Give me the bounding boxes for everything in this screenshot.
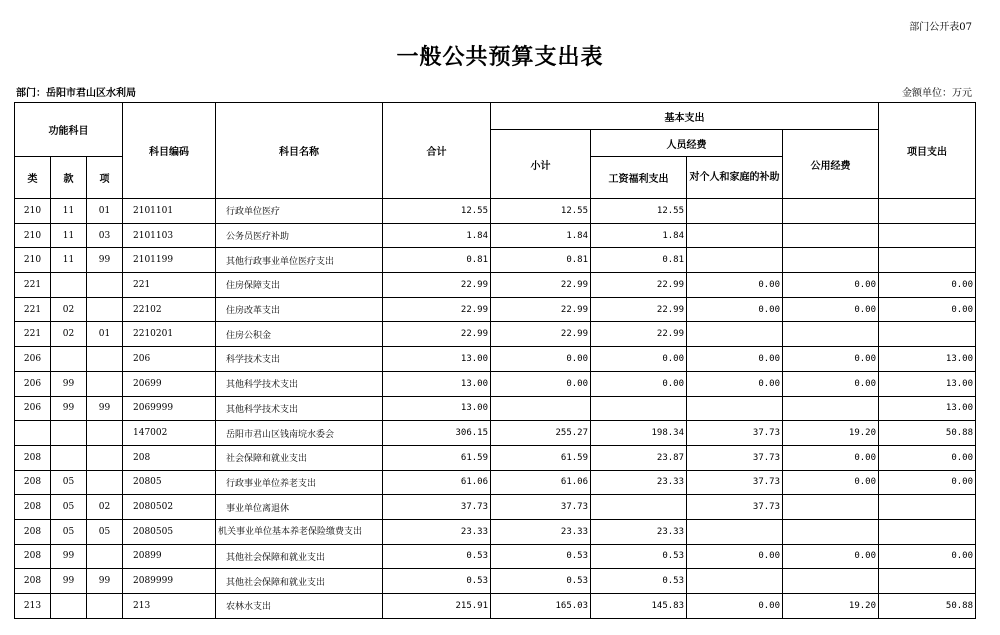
cell-subject-code: 213 xyxy=(123,594,216,619)
cell-subject-name: 其他社会保障和就业支出 xyxy=(216,569,383,594)
header-subject-code: 科目编码 xyxy=(123,103,216,199)
cell-subject-code: 20699 xyxy=(123,371,216,396)
cell-xiang: 01 xyxy=(87,322,123,347)
cell-salary-welfare: 1.84 xyxy=(591,223,687,248)
cell-subject-name: 岳阳市君山区钱南垸水委会 xyxy=(216,421,383,446)
cell-subject-name: 其他社会保障和就业支出 xyxy=(216,544,383,569)
cell-individual-family: 37.73 xyxy=(687,495,783,520)
cell-subject-code: 2080505 xyxy=(123,519,216,544)
cell-subject-code: 20805 xyxy=(123,470,216,495)
header-total: 合计 xyxy=(383,103,491,199)
cell-lei: 208 xyxy=(15,519,51,544)
cell-xiang: 99 xyxy=(87,248,123,273)
unit-label: 金额单位：万元 xyxy=(902,88,972,99)
cell-xiang xyxy=(87,544,123,569)
cell-individual-family: 0.00 xyxy=(687,544,783,569)
cell-lei: 221 xyxy=(15,322,51,347)
header-subtotal: 小计 xyxy=(491,130,591,199)
cell-xiang xyxy=(87,297,123,322)
table-row xyxy=(15,199,976,224)
table-row xyxy=(15,495,976,520)
cell-salary-welfare: 0.53 xyxy=(591,569,687,594)
header-personnel: 人员经费 xyxy=(591,130,783,157)
table-row xyxy=(15,322,976,347)
cell-total: 13.00 xyxy=(383,371,491,396)
cell-individual-family: 37.73 xyxy=(687,421,783,446)
cell-subtotal: 22.99 xyxy=(491,297,591,322)
cell-xiang xyxy=(87,445,123,470)
cell-salary-welfare xyxy=(591,495,687,520)
cell-project-expenditure: 0.00 xyxy=(879,470,976,495)
cell-total: 61.06 xyxy=(383,470,491,495)
cell-salary-welfare: 0.00 xyxy=(591,347,687,372)
cell-subtotal: 23.33 xyxy=(491,519,591,544)
table-row xyxy=(15,273,976,298)
cell-lei: 221 xyxy=(15,273,51,298)
cell-subject-code: 221 xyxy=(123,273,216,298)
cell-public-funds: 0.00 xyxy=(783,273,879,298)
cell-subject-name: 机关事业单位基本养老保险缴费支出 xyxy=(216,519,383,544)
cell-xiang xyxy=(87,371,123,396)
cell-lei: 208 xyxy=(15,445,51,470)
cell-public-funds: 0.00 xyxy=(783,544,879,569)
cell-total: 13.00 xyxy=(383,347,491,372)
cell-project-expenditure xyxy=(879,223,976,248)
cell-subtotal xyxy=(491,396,591,421)
cell-lei: 208 xyxy=(15,470,51,495)
cell-total: 0.53 xyxy=(383,569,491,594)
cell-lei: 210 xyxy=(15,199,51,224)
page-title: 一般公共预算支出表 xyxy=(396,45,604,70)
cell-subtotal: 61.59 xyxy=(491,445,591,470)
cell-lei: 221 xyxy=(15,297,51,322)
cell-project-expenditure: 50.88 xyxy=(879,421,976,446)
cell-xiang xyxy=(87,347,123,372)
header-project-expenditure: 项目支出 xyxy=(879,103,976,199)
cell-subject-code: 2101199 xyxy=(123,248,216,273)
cell-project-expenditure xyxy=(879,248,976,273)
cell-salary-welfare: 0.81 xyxy=(591,248,687,273)
header-basic-expenditure: 基本支出 xyxy=(491,103,879,130)
cell-lei: 210 xyxy=(15,223,51,248)
cell-public-funds: 0.00 xyxy=(783,371,879,396)
table-row xyxy=(15,223,976,248)
cell-total: 13.00 xyxy=(383,396,491,421)
header-kuan: 款 xyxy=(51,157,87,199)
cell-public-funds xyxy=(783,322,879,347)
cell-public-funds xyxy=(783,569,879,594)
cell-public-funds: 0.00 xyxy=(783,297,879,322)
cell-subject-code: 208 xyxy=(123,445,216,470)
cell-subject-code: 2069999 xyxy=(123,396,216,421)
cell-public-funds: 0.00 xyxy=(783,347,879,372)
cell-kuan: 11 xyxy=(51,199,87,224)
header-functional-subject: 功能科目 xyxy=(15,103,123,157)
cell-project-expenditure: 0.00 xyxy=(879,273,976,298)
cell-total: 0.81 xyxy=(383,248,491,273)
cell-total: 1.84 xyxy=(383,223,491,248)
cell-public-funds: 19.20 xyxy=(783,421,879,446)
cell-project-expenditure xyxy=(879,569,976,594)
cell-xiang: 05 xyxy=(87,519,123,544)
table-row xyxy=(15,297,976,322)
cell-subject-name: 社会保障和就业支出 xyxy=(216,445,383,470)
cell-project-expenditure xyxy=(879,199,976,224)
cell-subject-name: 行政事业单位养老支出 xyxy=(216,470,383,495)
cell-lei: 206 xyxy=(15,347,51,372)
cell-public-funds xyxy=(783,248,879,273)
cell-public-funds xyxy=(783,495,879,520)
table-row xyxy=(15,421,976,446)
cell-public-funds xyxy=(783,396,879,421)
cell-individual-family xyxy=(687,199,783,224)
cell-subtotal: 0.53 xyxy=(491,569,591,594)
cell-kuan: 11 xyxy=(51,248,87,273)
table-number-label: 部门公开表07 xyxy=(909,22,972,33)
cell-lei: 210 xyxy=(15,248,51,273)
cell-individual-family xyxy=(687,322,783,347)
department-label: 部门：岳阳市君山区水利局 xyxy=(16,88,136,99)
cell-project-expenditure: 0.00 xyxy=(879,544,976,569)
cell-kuan xyxy=(51,445,87,470)
cell-subtotal: 0.81 xyxy=(491,248,591,273)
cell-subject-code: 20899 xyxy=(123,544,216,569)
cell-xiang: 02 xyxy=(87,495,123,520)
cell-subtotal: 22.99 xyxy=(491,273,591,298)
cell-subtotal: 37.73 xyxy=(491,495,591,520)
cell-public-funds: 19.20 xyxy=(783,594,879,619)
cell-subject-code: 2101103 xyxy=(123,223,216,248)
header-individual-family: 对个人和家庭的补助 xyxy=(687,157,783,199)
cell-individual-family: 0.00 xyxy=(687,594,783,619)
cell-kuan xyxy=(51,594,87,619)
cell-salary-welfare: 198.34 xyxy=(591,421,687,446)
cell-subject-name: 农林水支出 xyxy=(216,594,383,619)
cell-subject-name: 其他科学技术支出 xyxy=(216,371,383,396)
cell-total: 23.33 xyxy=(383,519,491,544)
header-salary-welfare: 工资福利支出 xyxy=(591,157,687,199)
cell-kuan: 05 xyxy=(51,470,87,495)
cell-subject-name: 行政单位医疗 xyxy=(216,199,383,224)
cell-individual-family xyxy=(687,248,783,273)
cell-subtotal: 255.27 xyxy=(491,421,591,446)
cell-project-expenditure xyxy=(879,519,976,544)
cell-xiang: 03 xyxy=(87,223,123,248)
cell-xiang: 01 xyxy=(87,199,123,224)
cell-individual-family: 0.00 xyxy=(687,371,783,396)
cell-individual-family: 37.73 xyxy=(687,445,783,470)
cell-subject-code: 147002 xyxy=(123,421,216,446)
budget-table xyxy=(14,102,976,619)
cell-xiang xyxy=(87,273,123,298)
table-row xyxy=(15,248,976,273)
table-row xyxy=(15,519,976,544)
cell-subject-code: 2089999 xyxy=(123,569,216,594)
cell-project-expenditure: 13.00 xyxy=(879,347,976,372)
cell-public-funds xyxy=(783,519,879,544)
cell-xiang: 99 xyxy=(87,569,123,594)
cell-subtotal: 22.99 xyxy=(491,322,591,347)
table-row xyxy=(15,347,976,372)
cell-subtotal: 0.00 xyxy=(491,347,591,372)
cell-xiang xyxy=(87,470,123,495)
cell-subject-code: 2101101 xyxy=(123,199,216,224)
cell-public-funds xyxy=(783,223,879,248)
cell-subtotal: 0.00 xyxy=(491,371,591,396)
cell-kuan xyxy=(51,421,87,446)
table-row xyxy=(15,544,976,569)
cell-total: 22.99 xyxy=(383,273,491,298)
header-xiang: 项 xyxy=(87,157,123,199)
cell-subtotal: 0.53 xyxy=(491,544,591,569)
cell-kuan: 05 xyxy=(51,495,87,520)
cell-salary-welfare: 23.87 xyxy=(591,445,687,470)
cell-project-expenditure: 0.00 xyxy=(879,445,976,470)
cell-subject-name: 住房保障支出 xyxy=(216,273,383,298)
cell-kuan: 02 xyxy=(51,322,87,347)
cell-salary-welfare: 145.83 xyxy=(591,594,687,619)
cell-subject-code: 2080502 xyxy=(123,495,216,520)
cell-subtotal: 12.55 xyxy=(491,199,591,224)
cell-subject-code: 2210201 xyxy=(123,322,216,347)
cell-subject-name: 公务员医疗补助 xyxy=(216,223,383,248)
cell-total: 37.73 xyxy=(383,495,491,520)
cell-total: 61.59 xyxy=(383,445,491,470)
cell-total: 22.99 xyxy=(383,322,491,347)
cell-lei: 206 xyxy=(15,396,51,421)
cell-kuan: 99 xyxy=(51,544,87,569)
cell-subject-code: 22102 xyxy=(123,297,216,322)
cell-kuan: 99 xyxy=(51,569,87,594)
cell-total: 22.99 xyxy=(383,297,491,322)
header-public-funds: 公用经费 xyxy=(783,130,879,199)
table-row xyxy=(15,569,976,594)
cell-subject-code: 206 xyxy=(123,347,216,372)
cell-kuan: 99 xyxy=(51,396,87,421)
table-row xyxy=(15,445,976,470)
cell-salary-welfare: 22.99 xyxy=(591,273,687,298)
cell-individual-family: 0.00 xyxy=(687,347,783,372)
cell-individual-family: 0.00 xyxy=(687,297,783,322)
table-row xyxy=(15,470,976,495)
cell-salary-welfare: 12.55 xyxy=(591,199,687,224)
cell-kuan xyxy=(51,347,87,372)
cell-kuan: 05 xyxy=(51,519,87,544)
cell-subject-name: 住房改革支出 xyxy=(216,297,383,322)
cell-subject-name: 其他科学技术支出 xyxy=(216,396,383,421)
cell-public-funds xyxy=(783,199,879,224)
cell-xiang xyxy=(87,421,123,446)
cell-individual-family xyxy=(687,569,783,594)
cell-salary-welfare: 23.33 xyxy=(591,470,687,495)
cell-kuan: 11 xyxy=(51,223,87,248)
cell-lei: 208 xyxy=(15,569,51,594)
header-subject-name: 科目名称 xyxy=(216,103,383,199)
cell-subtotal: 1.84 xyxy=(491,223,591,248)
cell-salary-welfare: 23.33 xyxy=(591,519,687,544)
cell-total: 306.15 xyxy=(383,421,491,446)
cell-lei: 208 xyxy=(15,495,51,520)
cell-lei: 213 xyxy=(15,594,51,619)
cell-kuan xyxy=(51,273,87,298)
cell-project-expenditure: 50.88 xyxy=(879,594,976,619)
cell-project-expenditure: 13.00 xyxy=(879,396,976,421)
cell-lei xyxy=(15,421,51,446)
cell-public-funds: 0.00 xyxy=(783,470,879,495)
table-row xyxy=(15,594,976,619)
cell-individual-family: 0.00 xyxy=(687,273,783,298)
cell-subtotal: 61.06 xyxy=(491,470,591,495)
cell-total: 12.55 xyxy=(383,199,491,224)
cell-lei: 206 xyxy=(15,371,51,396)
table-row xyxy=(15,371,976,396)
cell-salary-welfare: 22.99 xyxy=(591,297,687,322)
cell-project-expenditure: 0.00 xyxy=(879,297,976,322)
cell-project-expenditure xyxy=(879,495,976,520)
cell-total: 0.53 xyxy=(383,544,491,569)
cell-individual-family xyxy=(687,223,783,248)
cell-xiang xyxy=(87,594,123,619)
cell-xiang: 99 xyxy=(87,396,123,421)
header-lei: 类 xyxy=(15,157,51,199)
cell-salary-welfare xyxy=(591,396,687,421)
cell-subject-name: 住房公积金 xyxy=(216,322,383,347)
cell-total: 215.91 xyxy=(383,594,491,619)
cell-kuan: 99 xyxy=(51,371,87,396)
cell-public-funds: 0.00 xyxy=(783,445,879,470)
cell-salary-welfare: 0.53 xyxy=(591,544,687,569)
cell-project-expenditure: 13.00 xyxy=(879,371,976,396)
cell-lei: 208 xyxy=(15,544,51,569)
cell-individual-family xyxy=(687,519,783,544)
cell-kuan: 02 xyxy=(51,297,87,322)
cell-project-expenditure xyxy=(879,322,976,347)
table-row xyxy=(15,396,976,421)
cell-subtotal: 165.03 xyxy=(491,594,591,619)
cell-subject-name: 事业单位离退休 xyxy=(216,495,383,520)
cell-individual-family xyxy=(687,396,783,421)
cell-individual-family: 37.73 xyxy=(687,470,783,495)
cell-subject-name: 科学技术支出 xyxy=(216,347,383,372)
cell-salary-welfare: 0.00 xyxy=(591,371,687,396)
cell-salary-welfare: 22.99 xyxy=(591,322,687,347)
cell-subject-name: 其他行政事业单位医疗支出 xyxy=(216,248,383,273)
